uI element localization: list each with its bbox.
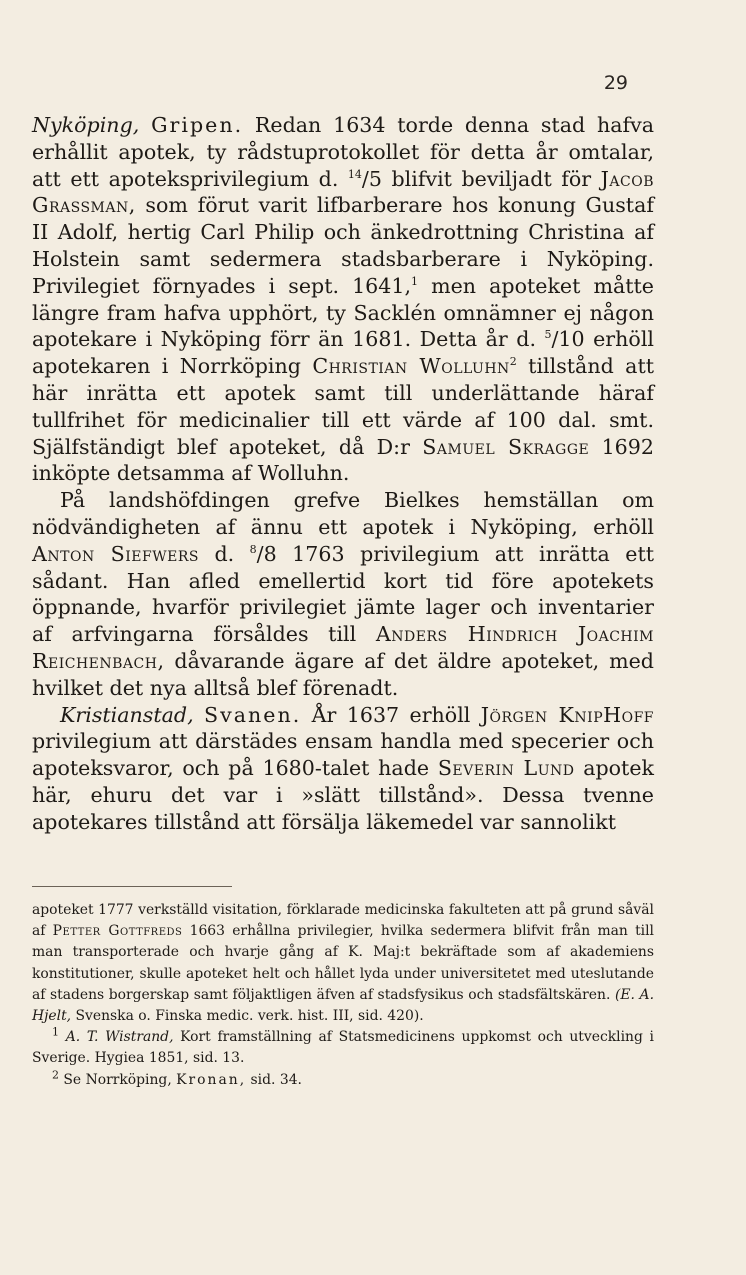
- text-run: [59, 1029, 66, 1045]
- text-run: /5 blifvit beviljadt för: [361, 166, 601, 191]
- text-run: d.: [198, 541, 250, 566]
- page-number: 29: [603, 72, 628, 94]
- text-run: 2: [509, 355, 517, 369]
- text-run: men apoteket måtte längre fram hafva upphört, ty Sacklén omnämner ej någon apotekare i Nyköping förr än 1681. Detta år d.: [32, 273, 654, 352]
- paragraph-kristianstad: [32, 702, 654, 836]
- text-run: Se Norrköping,: [59, 1071, 177, 1088]
- footnote-divider: [32, 886, 232, 887]
- text-run: A. T. Wistrand,: [65, 1029, 174, 1046]
- text-run: apoteket 1777 verkställd visitation, förklarade medicinska fakulteten att på grund såväl af: [32, 902, 654, 940]
- text-run: Anders Hindrich Joachim Reichenbach,: [32, 622, 654, 673]
- text-run: År 1637 erhöll: [301, 702, 481, 727]
- text-run: 14: [347, 167, 362, 181]
- text-run: 1: [52, 1025, 59, 1039]
- text-run: /8 1763 privilegium att inrätta ett sådant. Han afled emellertid kort tid före apotekets öppnande, hvarför privilegiet jämte lager och inventarier af arfvingarna försåldes till: [32, 541, 655, 647]
- paragraph-landshofding: [32, 487, 654, 701]
- text-run: Nyköping,: [32, 113, 140, 137]
- text-run: Kort framställning af Statsmedicinens uppkomst och utveckling i Sverige. Hygiea 1851, sid. 13.: [32, 1029, 654, 1067]
- text-run: apotek här, ehuru det var i »slätt tillstånd». Dessa tvenne apotekares tillstånd att försälja läkemedel var sannolikt: [32, 756, 654, 834]
- text-run: 2: [52, 1068, 59, 1081]
- paragraph-nykoping: [32, 112, 654, 487]
- text-run: Severin Lund: [437, 756, 575, 781]
- text-run: Svanen.: [204, 702, 302, 727]
- text-run: Kristianstad,: [60, 702, 194, 727]
- text-run: (E. A. Hjelt,: [32, 986, 654, 1025]
- text-run: /10 erhöll apotekaren i Norrköping: [32, 327, 654, 379]
- text-run: Jacob Grassman,: [32, 166, 654, 218]
- text-run: privilegium att därstädes ensam handla med specerier och apoteksvaror, och på 1680-talet hade: [32, 729, 654, 781]
- text-run: 8: [249, 542, 257, 556]
- text-run: På landshöfdingen grefve Bielkes hemställan om nödvändigheten af ännu ett apotek i Nyköping, erhöll: [32, 488, 654, 539]
- text-run: 1663 erhållna privilegier, hvilka sedermera blifvit från man till man transporterade och hvarje gång af K. Maj:t bekräftade som af akademiens konstitutioner, skulle apoteket helt och hållet lyda under universitetet med uteslutande af stadens borgerskap samt följaktligen äfven af stadsfysikus och stadsfältskären.: [32, 923, 655, 1003]
- text-run: 1: [411, 274, 419, 288]
- text-run: Petter Gottfreds: [52, 923, 183, 940]
- text-run: Redan 1634 torde denna stad hafva erhållit apotek, ty rådstuprotokollet för detta år omtalar, att ett apoteksprivilegium d.: [32, 113, 655, 191]
- text-run: Samuel Skragge: [422, 434, 590, 459]
- text-run: [194, 703, 204, 727]
- text-run: som förut varit lifbarberare hos konung Gustaf II Adolf, hertig Carl Philip och änkedrottning Christina af Holstein samt sedermera stadsbarberare i Nyköping. Privilegiet förnyades i sept. 1641,: [32, 193, 654, 298]
- footnote-2: [32, 1070, 654, 1091]
- text-run: sid. 34.: [246, 1071, 302, 1088]
- text-run: Anton Siefwers: [32, 541, 199, 566]
- footnote-continued: [32, 900, 654, 1027]
- text-run: 5: [544, 328, 552, 342]
- text-run: Gripen.: [151, 113, 244, 137]
- text-run: Jörgen KnipHoff: [480, 702, 654, 727]
- text-run: [139, 113, 151, 137]
- body-text: [32, 112, 654, 836]
- text-run: Kronan,: [176, 1071, 247, 1088]
- text-run: tillstånd att här inrätta ett apotek samt till underlättande häraf tullfrihet för medicinalier till ett värde af 100 dal. smt. Själfständigt blef apoteket, då D:r: [32, 354, 654, 459]
- text-run: 1692 inköpte detsamma af Wolluhn.: [32, 434, 654, 486]
- text-run: Christian Wolluhn: [312, 354, 510, 379]
- footnote-1: [32, 1027, 654, 1069]
- text-run: dåvarande ägare af det äldre apoteket, med hvilket det nya alltså blef förenadt.: [32, 648, 654, 700]
- footnotes: [32, 900, 654, 1091]
- text-run: Svenska o. Finska medic. verk. hist. III, sid. 420).: [71, 1008, 424, 1025]
